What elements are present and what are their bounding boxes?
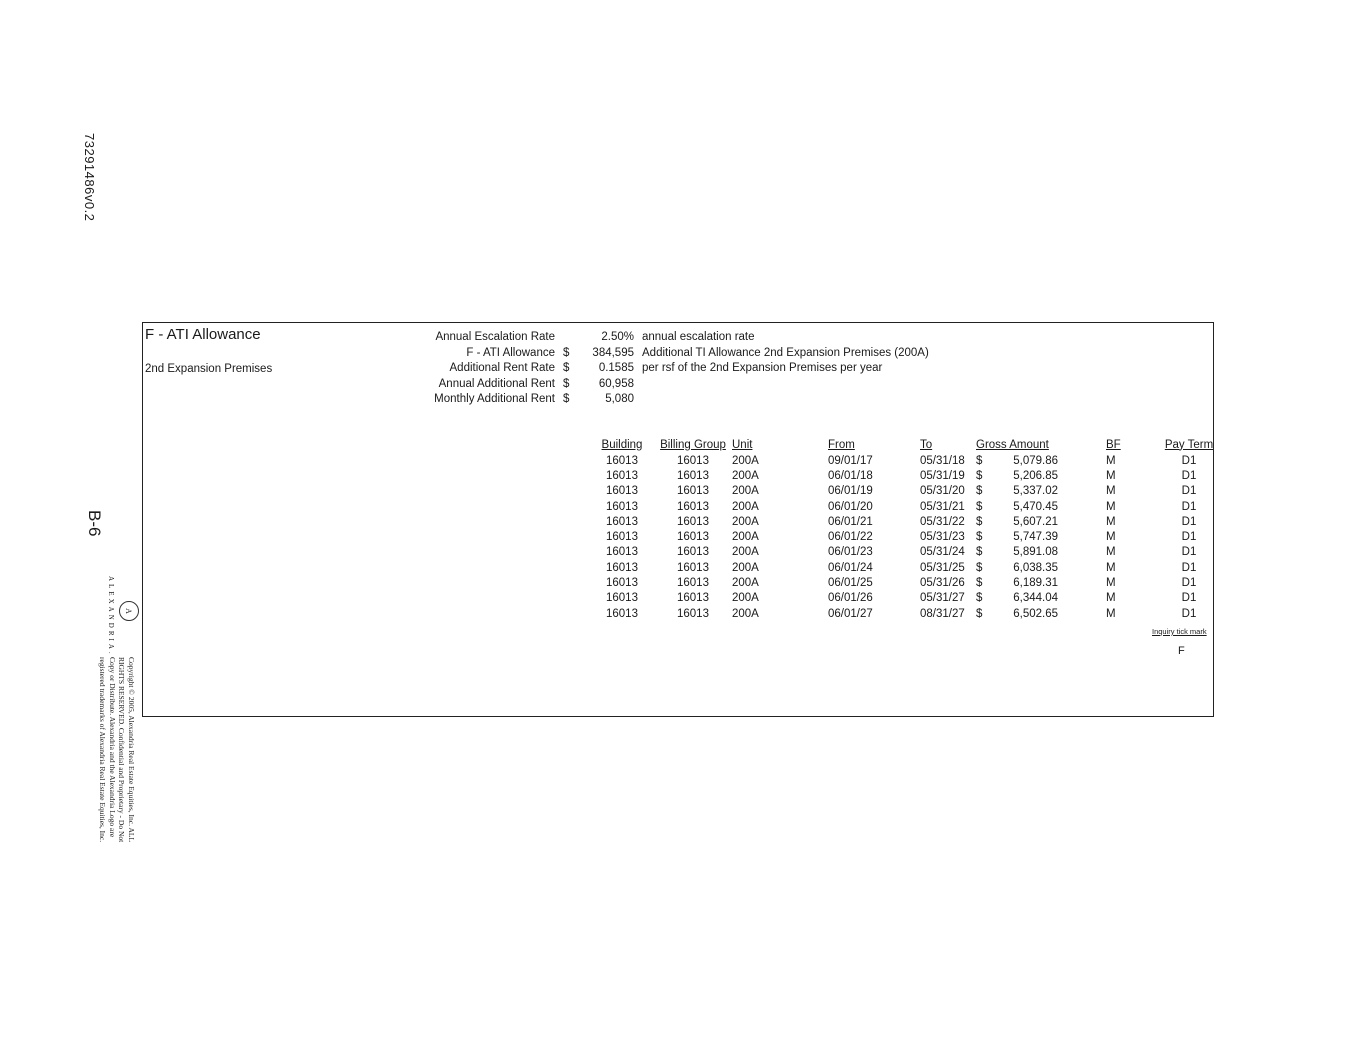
cell-building: 16013 xyxy=(606,592,638,605)
param-desc: per rsf of the 2nd Expansion Premises per year xyxy=(642,362,883,375)
cell-unit: 200A xyxy=(732,546,759,559)
cell-amount: 5,337.02 xyxy=(1013,485,1058,498)
cell-to: 05/31/25 xyxy=(920,561,965,574)
cell-pay-term: D1 xyxy=(1181,607,1197,620)
cell-spacer xyxy=(1058,484,1106,499)
cell-to: 05/31/23 xyxy=(920,531,965,544)
cell-spacer xyxy=(1058,545,1106,560)
cell-to: 05/31/20 xyxy=(920,485,965,498)
cell-to: 05/31/24 xyxy=(920,546,965,559)
cell-from: 06/01/19 xyxy=(828,485,873,498)
brand-name: ALEXANDRIA. xyxy=(107,576,115,657)
table-header-row xyxy=(590,436,1214,453)
param-value: 384,595 xyxy=(592,346,634,359)
cell-building: 16013 xyxy=(606,607,638,620)
cell-unit: 200A xyxy=(732,561,759,574)
billing-schedule-table xyxy=(590,436,1214,621)
param-value: 2.50% xyxy=(601,331,634,343)
cell-spacer xyxy=(1058,499,1106,514)
cell-dollar: $ xyxy=(976,592,983,605)
cell-to: 05/31/18 xyxy=(920,454,965,467)
cell-dollar: $ xyxy=(976,607,983,620)
cell-pay-term: D1 xyxy=(1181,546,1197,559)
header-billing-group: Billing Group xyxy=(660,438,726,451)
table-row xyxy=(590,499,1214,514)
param-label: Additional Rent Rate xyxy=(449,362,555,375)
alexandria-logo-icon: A xyxy=(119,601,139,621)
header-gross-amount: Gross Amount xyxy=(976,438,1049,451)
cell-pay-term: D1 xyxy=(1181,592,1197,605)
section-title: F - ATI Allowance xyxy=(145,326,261,343)
cell-billing-group: 16013 xyxy=(677,515,709,528)
param-dollar: $ xyxy=(563,346,570,359)
cell-bf: M xyxy=(1106,454,1116,467)
table-row xyxy=(590,484,1214,499)
cell-building: 16013 xyxy=(606,500,638,513)
table-row xyxy=(590,545,1214,560)
cell-bf: M xyxy=(1106,607,1116,620)
table-row xyxy=(590,529,1214,544)
cell-bf: M xyxy=(1106,500,1116,513)
cell-unit: 200A xyxy=(732,469,759,482)
cell-amount: 6,038.35 xyxy=(1013,561,1058,574)
table-row xyxy=(590,514,1214,529)
cell-spacer xyxy=(1058,468,1106,483)
param-desc: Additional TI Allowance 2nd Expansion Premises (200A) xyxy=(642,346,929,359)
cell-unit: 200A xyxy=(732,607,759,620)
cell-billing-group: 16013 xyxy=(677,561,709,574)
param-label: Annual Additional Rent xyxy=(438,377,555,390)
copyright-line: RIGHTS RESERVED. Confidential and Proprietary - Do Not xyxy=(117,657,127,843)
cell-billing-group: 16013 xyxy=(677,577,709,590)
cell-dollar: $ xyxy=(976,454,983,467)
table-row xyxy=(590,560,1214,575)
cell-dollar: $ xyxy=(976,485,983,498)
cell-from: 06/01/24 xyxy=(828,561,873,574)
cell-bf: M xyxy=(1106,592,1116,605)
param-desc: annual escalation rate xyxy=(642,331,755,343)
cell-billing-group: 16013 xyxy=(677,469,709,482)
cell-bf: M xyxy=(1106,546,1116,559)
header-unit: Unit xyxy=(732,438,753,451)
copyright-line: Copy or Distribute. Alexandria and the Alexandria Logo are xyxy=(108,657,117,838)
cell-billing-group: 16013 xyxy=(677,531,709,544)
cell-from: 06/01/26 xyxy=(828,592,873,605)
copyright-notice xyxy=(98,657,136,842)
cell-pay-term: D1 xyxy=(1181,577,1197,590)
cell-unit: 200A xyxy=(732,531,759,544)
cell-from: 06/01/18 xyxy=(828,469,873,482)
param-dollar: $ xyxy=(563,362,570,375)
cell-amount: 5,891.08 xyxy=(1013,546,1058,559)
cell-spacer xyxy=(1058,529,1106,544)
cell-to: 05/31/22 xyxy=(920,515,965,528)
cell-billing-group: 16013 xyxy=(677,454,709,467)
cell-pay-term: D1 xyxy=(1181,500,1197,513)
cell-from: 06/01/23 xyxy=(828,546,873,559)
header-from: From xyxy=(828,438,855,451)
cell-building: 16013 xyxy=(606,485,638,498)
cell-amount: 5,747.39 xyxy=(1013,531,1058,544)
cell-pay-term: D1 xyxy=(1181,561,1197,574)
cell-from: 06/01/20 xyxy=(828,500,873,513)
cell-amount: 5,607.21 xyxy=(1013,515,1058,528)
cell-dollar: $ xyxy=(976,531,983,544)
cell-building: 16013 xyxy=(606,469,638,482)
cell-bf: M xyxy=(1106,531,1116,544)
table-row xyxy=(590,606,1214,621)
cell-from: 06/01/27 xyxy=(828,607,873,620)
cell-to: 05/31/19 xyxy=(920,469,965,482)
cell-unit: 200A xyxy=(732,500,759,513)
cell-from: 06/01/22 xyxy=(828,531,873,544)
cell-pay-term: D1 xyxy=(1181,531,1197,544)
cell-building: 16013 xyxy=(606,531,638,544)
header-spacer xyxy=(1058,436,1106,453)
cell-from: 06/01/21 xyxy=(828,515,873,528)
cell-amount: 6,344.04 xyxy=(1013,592,1058,605)
copyright-line: Copyright © 2005, Alexandria Real Estate Equities, Inc. ALL xyxy=(127,657,136,843)
cell-building: 16013 xyxy=(606,577,638,590)
cell-amount: 5,470.45 xyxy=(1013,500,1058,513)
cell-spacer xyxy=(1058,575,1106,590)
cell-billing-group: 16013 xyxy=(677,546,709,559)
cell-pay-term: D1 xyxy=(1181,485,1197,498)
param-value: 60,958 xyxy=(598,377,634,390)
param-value: 5,080 xyxy=(605,393,634,406)
copyright-line: registered trademarks of Alexandria Real Estate Equities, Inc. xyxy=(98,657,108,843)
param-dollar: $ xyxy=(563,377,570,390)
table-row xyxy=(590,591,1214,606)
param-value: 0.1585 xyxy=(598,362,634,375)
header-pay-term: Pay Term xyxy=(1164,438,1214,451)
param-label: F - ATI Allowance xyxy=(466,346,555,359)
inquiry-tick-mark-label: Inquiry tick mark xyxy=(1152,627,1207,636)
header-bf: BF xyxy=(1106,438,1121,451)
document-id: 73291486v0.2 xyxy=(82,133,97,222)
cell-to: 05/31/26 xyxy=(920,577,965,590)
param-dollar: $ xyxy=(563,393,570,406)
cell-spacer xyxy=(1058,514,1106,529)
cell-spacer xyxy=(1058,591,1106,606)
cell-billing-group: 16013 xyxy=(677,592,709,605)
cell-dollar: $ xyxy=(976,500,983,513)
cell-building: 16013 xyxy=(606,561,638,574)
tick-mark: F xyxy=(1178,645,1185,657)
cell-unit: 200A xyxy=(732,454,759,467)
table-row xyxy=(590,453,1214,468)
cell-amount: 5,206.85 xyxy=(1013,469,1058,482)
cell-billing-group: 16013 xyxy=(677,500,709,513)
cell-to: 05/31/27 xyxy=(920,592,965,605)
cell-to: 05/31/21 xyxy=(920,500,965,513)
cell-billing-group: 16013 xyxy=(677,485,709,498)
cell-pay-term: D1 xyxy=(1181,515,1197,528)
cell-unit: 200A xyxy=(732,577,759,590)
cell-building: 16013 xyxy=(606,454,638,467)
page-number: B-6 xyxy=(85,510,104,537)
cell-bf: M xyxy=(1106,577,1116,590)
param-label: Annual Escalation Rate xyxy=(435,331,555,343)
cell-spacer xyxy=(1058,560,1106,575)
cell-from: 06/01/25 xyxy=(828,577,873,590)
cell-amount: 6,502.65 xyxy=(1013,607,1058,620)
header-to: To xyxy=(920,438,933,451)
cell-building: 16013 xyxy=(606,515,638,528)
cell-pay-term: D1 xyxy=(1181,454,1197,467)
cell-dollar: $ xyxy=(976,515,983,528)
section-subtitle: 2nd Expansion Premises xyxy=(145,363,273,375)
cell-dollar: $ xyxy=(976,469,983,482)
cell-dollar: $ xyxy=(976,577,983,590)
cell-bf: M xyxy=(1106,485,1116,498)
cell-amount: 6,189.31 xyxy=(1013,577,1058,590)
table-row xyxy=(590,468,1214,483)
cell-pay-term: D1 xyxy=(1181,469,1197,482)
cell-to: 08/31/27 xyxy=(920,607,965,620)
cell-from: 09/01/17 xyxy=(828,454,873,467)
cell-dollar: $ xyxy=(976,546,983,559)
cell-amount: 5,079.86 xyxy=(1013,454,1058,467)
cell-dollar: $ xyxy=(976,561,983,574)
cell-spacer xyxy=(1058,453,1106,468)
cell-billing-group: 16013 xyxy=(677,607,709,620)
header-building: Building xyxy=(601,438,643,451)
param-label: Monthly Additional Rent xyxy=(434,393,555,406)
cell-unit: 200A xyxy=(732,592,759,605)
cell-building: 16013 xyxy=(606,546,638,559)
cell-unit: 200A xyxy=(732,515,759,528)
cell-bf: M xyxy=(1106,469,1116,482)
cell-spacer xyxy=(1058,606,1106,621)
table-row xyxy=(590,575,1214,590)
cell-bf: M xyxy=(1106,515,1116,528)
cell-bf: M xyxy=(1106,561,1116,574)
cell-unit: 200A xyxy=(732,485,759,498)
